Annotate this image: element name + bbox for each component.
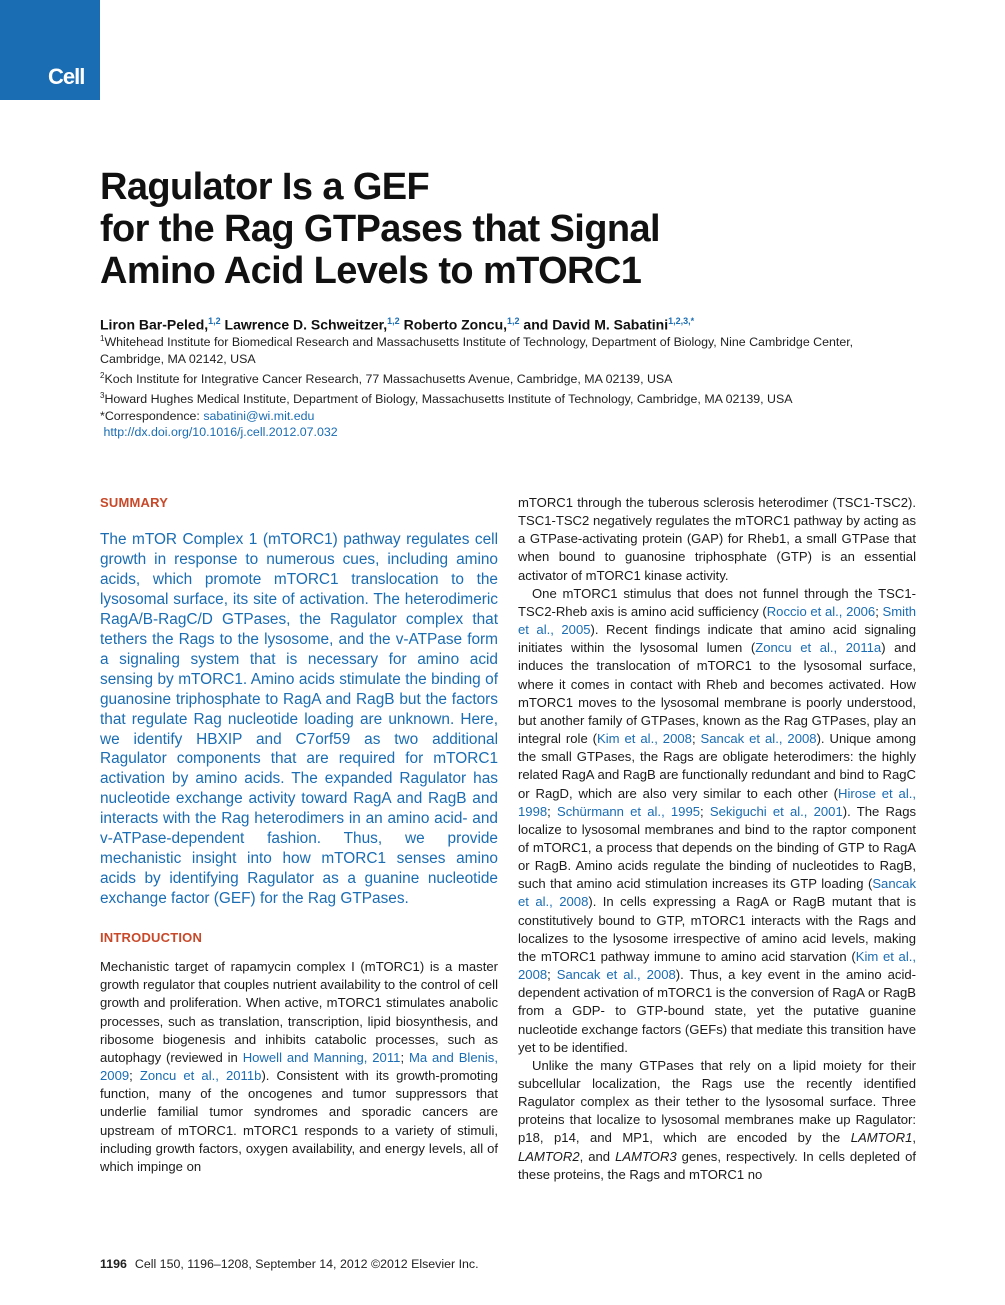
citation-link[interactable]: Sancak et al., 2008 xyxy=(518,876,916,910)
citation-link[interactable]: Zoncu et al., 2011b xyxy=(139,1068,262,1084)
correspondence: *Correspondence: sabatini@wi.mit.edu xyxy=(100,408,315,423)
affiliation-3: $^3$Howard Hughes Medical Institute, Department of Biology, Massachusetts Institute of Technology, Cambridge, MA 02139, USA xyxy=(100,390,793,406)
author-affil-sup: 1,2 xyxy=(208,316,221,326)
title-line: Amino Acid Levels to mTORC1 xyxy=(100,250,642,292)
affiliation-2: $^2$Koch Institute for Integrative Cancer Research, 77 Massachusetts Avenue, Cambridge, MA 02139, USA xyxy=(100,370,673,386)
author-name: Roberto Zoncu, xyxy=(399,316,508,333)
citation-link[interactable]: Kim et al., 2008 xyxy=(597,731,692,747)
author-name: Lawrence D. Schweitzer, xyxy=(220,316,388,333)
doi xyxy=(100,424,920,441)
summary-heading: SUMMARY xyxy=(100,495,169,510)
citation-link[interactable]: Smith et al., 2005 xyxy=(518,603,916,638)
gene-name: LAMTOR2 xyxy=(518,1148,580,1164)
journal-logo xyxy=(0,0,100,100)
journal-logo-text: Cell xyxy=(48,64,85,89)
page-footer xyxy=(100,1257,479,1271)
article-title xyxy=(100,166,900,292)
doi-link[interactable]: http://dx.doi.org/10.1016/j.cell.2012.07.032 xyxy=(103,425,338,440)
citation-link[interactable]: Sekiguchi et al., 2001 xyxy=(709,803,843,819)
title-line: for the Rag GTPases that Signal xyxy=(100,208,660,250)
citation-link[interactable]: Roccio et al., 2006 xyxy=(766,603,876,619)
page-number: 1196 xyxy=(100,1257,127,1271)
body-paragraph: mTORC1 through the tuberous sclerosis heterodimer (TSC1-TSC2). TSC1-TSC2 negatively regulates the mTORC1 pathway by acting as a GTPase-activating protein (GAP) for Rheb1, a small GTPase that when bound to guanosine triphosphate (GTP) is an essential activator of mTORC1 kinase activity. xyxy=(518,495,916,583)
left-column xyxy=(100,492,498,1176)
author-name: Liron Bar-Peled, xyxy=(100,316,209,333)
title-line: Ragulator Is a GEF xyxy=(100,166,430,208)
footer-citation: Cell 150, 1196–1208, September 14, 2012 ©2012 Elsevier Inc. xyxy=(134,1257,479,1271)
intro-paragraph: Mechanistic target of rapamycin complex I (mTORC1) is a master growth regulator that couples nutrient availability to the control of cell growth and proliferation. When active, mTORC1 stimulates anabolic processes, such as translation, transcription, lipid biosynthesis, and ribosome biogenesis and inhibits catabolic processes, such as autophagy (reviewed in Howell and Manning, 2011; Ma and Blenis, 2009; Zoncu et al., 2011b). Consistent with its growth-promoting function, many of the oncogenes and tumor suppressors that underlie familial tumor syndromes and sporadic cancers are upstream of mTORC1. mTORC1 responds to a variety of stimuli, including growth factors, oxygen availability, and energy levels, all of which impinge on xyxy=(100,959,498,1174)
citation-link[interactable]: Schürmann et al., 1995 xyxy=(556,803,701,819)
citation-link[interactable]: Hirose et al., 1998 xyxy=(518,785,917,819)
body-paragraph: One mTORC1 stimulus that does not funnel through the TSC1-TSC2-Rheb axis is amino acid sufficiency (Roccio et al., 2006; Smith et al., 2005). Recent findings indicate that amino acid signaling initiates within the lysosomal lumen (Zoncu et al., 2011a) and induces the translocation of mTORC1 to the lysosomal surface, where it comes in contact with Rheb and becomes activated. How mTORC1 moves to the lysosomal membrane is poorly understood, but another family of GTPases, known as the Rag GTPases, play an integral role (Kim et al., 2008; Sancak et al., 2008). Unique among the small GTPases, the Rags are obligate heterodimers: the highly related RagA and RagB are functionally redundant and bind to RagC or RagD, which are also very similar to each other (Hirose et al., 1998; Schürmann et al., 1995; Sekiguchi et al., 2001). The Rags localize to lysosomal membranes and bind to the raptor component of mTORC1, a process that depends on the binding of GTP to RagA or RagB. Amino acids regulate the binding of nucleotides to RagB, such that amino acid stimulation increases its GTP loading (Sancak et al., 2008). In cells expressing a RagA or RagB mutant that is constitutively bound to GTP, mTORC1 interacts with the Rags and localizes to the lysosome irrespective of amino acid levels, making the mTORC1 pathway immune to amino acid starvation (Kim et al., 2008; Sancak et al., 2008). Thus, a key event in the amino acid-dependent activation of mTORC1 is the conversion of RagA or RagB from a GDP- to GTP-bound state, yet the putative guanine nucleotide exchange factors (GEFs) that mediate this transition have yet to be identified. xyxy=(518,585,917,1055)
citation-link[interactable]: Sancak et al., 2008 xyxy=(556,967,676,983)
citation-link[interactable]: Ma and Blenis, 2009 xyxy=(100,1049,498,1084)
citation-link[interactable]: Howell and Manning, 2011 xyxy=(242,1049,401,1065)
author-affil-sup: 1,2,3,* xyxy=(668,316,695,326)
affiliations xyxy=(100,331,920,441)
right-column xyxy=(518,494,916,1184)
gene-name: LAMTOR1 xyxy=(850,1130,913,1146)
summary-text: The mTOR Complex 1 (mTORC1) pathway regulates cell growth in response to numerous cues, including amino acids, which promote mTORC1 translocation to the lysosomal surface, its site of activation. The heterodimeric RagA/B-RagC/D GTPases, the Ragulator complex that tethers the Rags to the lysosome, and the v-ATPase form a signaling system that is necessary for amino acid sensing by mTORC1. Amino acids stimulate the binding of guanosine triphosphate to RagA and RagB but the factors that regulate Rag nucleotide loading are unknown. Here, we identify HBXIP and C7orf59 as two additional Ragulator components that are required for mTORC1 activation by amino acids. The expanded Ragulator has nucleotide exchange activity toward RagA and RagB and interacts with the Rag heterodimers in an amino acid- and v-ATPase-dependent fashion. Thus, we provide mechanistic insight into how mTORC1 senses amino acids by identifying Ragulator as a guanine nucleotide exchange factor (GEF) for the Rag GTPases. xyxy=(100,531,498,908)
author-affil-sup: 1,2 xyxy=(507,316,520,326)
citation-link[interactable]: Sancak et al., 2008 xyxy=(700,731,817,747)
correspondence-email-link[interactable]: sabatini@wi.mit.edu xyxy=(203,408,315,423)
affiliation-1: $^1$Whitehead Institute for Biomedical Research and Massachusetts Institute of Technology, Department of Biology, Nine Cambridge Center, Cambridge, MA 02142, USA xyxy=(100,334,854,366)
citation-link[interactable]: Zoncu et al., 2011a xyxy=(755,640,882,656)
introduction-heading: INTRODUCTION xyxy=(100,930,203,946)
gene-name: LAMTOR3 xyxy=(615,1148,677,1164)
body-paragraph: Unlike the many GTPases that rely on a lipid moiety for their subcellular localization, the Rags use the recently identified Ragulator complex as their tether to the lysosomal surface. Three proteins that localize to lysosomal membranes make up Ragulator: p18, p14, and MP1, which are encoded by the LAMTOR1, LAMTOR2, and LAMTOR3 genes, respectively. In cells depleted of these proteins, the Rags and mTORC1 no xyxy=(518,1057,916,1182)
citation-link[interactable]: Kim et al., 2008 xyxy=(518,948,917,983)
author-affil-sup: 1,2 xyxy=(387,316,400,326)
author-name: and David M. Sabatini xyxy=(519,316,669,333)
